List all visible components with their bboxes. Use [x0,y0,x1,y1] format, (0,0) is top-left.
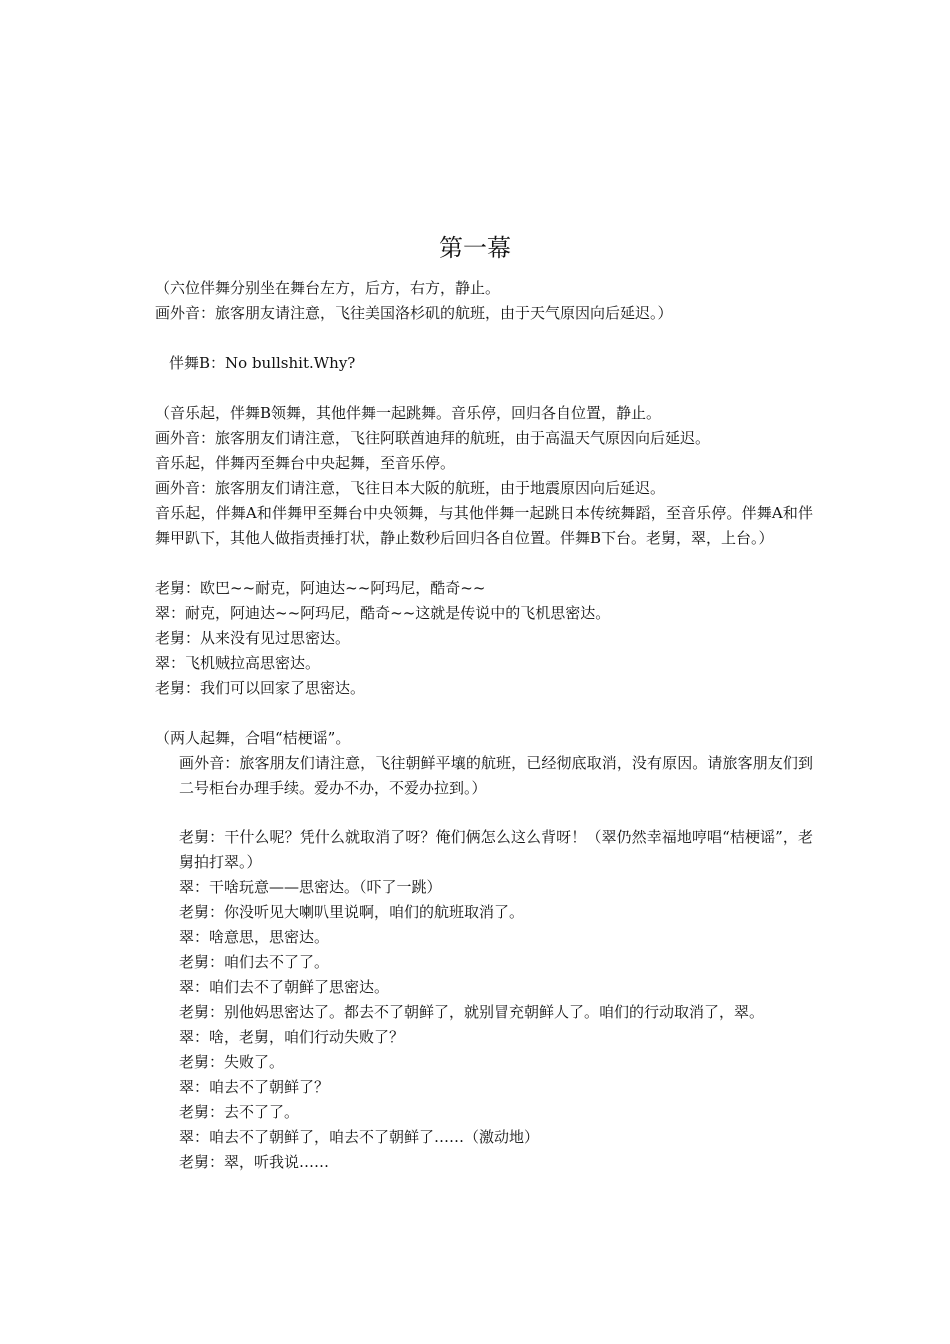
spacer [145,376,813,401]
stage-direction: 音乐起，伴舞丙至舞台中央起舞，至音乐停。 [155,454,456,472]
dialogue-line: 翠：咱去不了朝鲜了？ [179,1078,330,1096]
dialogue-line: 老舅：欧巴~~耐克，阿迪达~~阿玛尼，酷奇~~ [155,579,486,597]
act-title: 第一幕 [439,234,511,262]
dialogue-line: 老舅：我们可以回家了思密达。 [155,679,366,697]
script-body [145,276,813,1175]
dialogue-line: 老舅：别他妈思密达了。都去不了朝鲜了，就别冒充朝鲜人了。咱们的行动取消了，翠。 [179,1003,765,1021]
voiceover-line: 画外音：旅客朋友们请注意，飞往日本大阪的航班，由于地震原因向后延迟。 [155,479,666,497]
spacer [145,551,813,576]
spacer [145,326,813,351]
stage-direction: （两人起舞，合唱“桔梗谣”。 [155,729,351,747]
dialogue-line: 翠：啥意思，思密达。 [179,928,330,946]
dialogue-line: 老舅：翠，听我说…… [179,1153,330,1171]
stage-direction: 音乐起，伴舞A和伴舞甲至舞台中央领舞，与其他伴舞一起跳日本传统舞蹈，至音乐停。伴舞A和伴舞甲趴下，其他人做指责捶打状，静止数秒后回归各自位置。伴舞B下台。老舅，翠，上台。） [155,504,813,547]
dialogue-line: 老舅：去不了了。 [179,1103,300,1121]
voiceover-line: 画外音：旅客朋友们请注意，飞往朝鲜平壤的航班，已经彻底取消，没有原因。请旅客朋友们到二号柜台办理手续。爱办不办，不爱办拉到。） [179,754,813,797]
dialogue-line: 老舅：干什么呢？凭什么就取消了呀？俺们俩怎么这么背呀！（翠仍然幸福地哼唱“桔梗谣”，老舅拍打翠。） [179,828,813,871]
dialogue-line: 老舅：失败了。 [179,1053,285,1071]
dialogue-line: 伴舞B：No bullshit.Why? [169,354,356,372]
dialogue-line: 翠：飞机贼拉高思密达。 [155,654,321,672]
dialogue-line: 老舅：你没听见大喇叭里说啊，咱们的航班取消了。 [179,903,525,921]
spacer [145,701,813,726]
voiceover-line: 画外音：旅客朋友请注意，飞往美国洛杉矶的航班，由于天气原因向后延迟。） [155,304,673,322]
stage-direction: （六位伴舞分别坐在舞台左方，后方，右方，静止。 [155,279,501,297]
dialogue-line: 翠：咱们去不了朝鲜了思密达。 [179,978,390,996]
dialogue-line: 翠：咱去不了朝鲜了，咱去不了朝鲜了……（激动地） [179,1128,540,1146]
voiceover-line: 画外音：旅客朋友们请注意，飞往阿联酋迪拜的航班，由于高温天气原因向后延迟。 [155,429,711,447]
spacer [145,801,813,825]
dialogue-line: 翠：干啥玩意——思密达。（吓了一跳） [179,878,442,896]
dialogue-line: 老舅：咱们去不了了。 [179,953,330,971]
dialogue-line: 老舅：从来没有见过思密达。 [155,629,351,647]
dialogue-line: 翠：耐克，阿迪达~~阿玛尼，酷奇~~这就是传说中的飞机思密达。 [155,604,611,622]
stage-direction: （音乐起，伴舞B领舞，其他伴舞一起跳舞。音乐停，回归各自位置，静止。 [155,404,662,422]
dialogue-line: 翠：啥，老舅，咱们行动失败了？ [179,1028,405,1046]
